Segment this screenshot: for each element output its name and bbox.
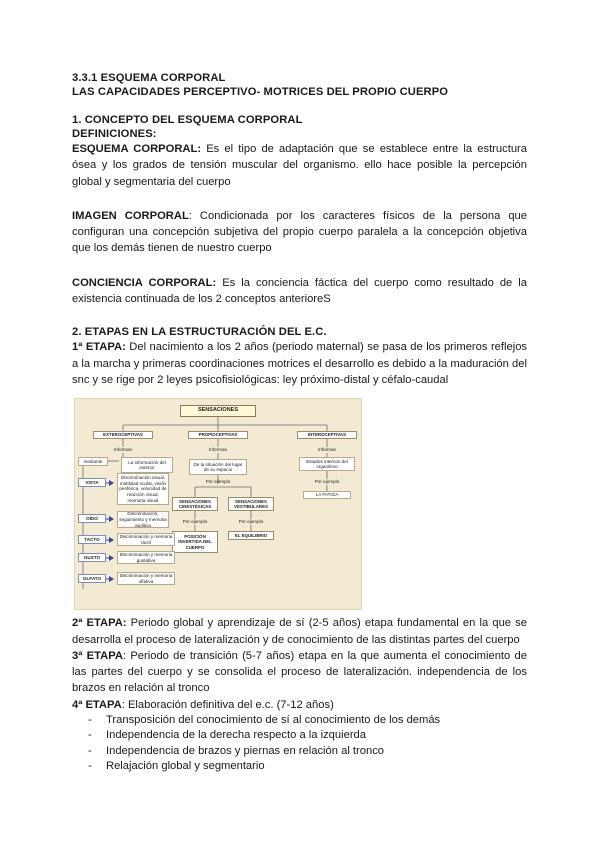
esquema-text: Es el tipo de adaptación que se establece entre la estructura ósea y los grados de tensión muscular del organismo. ello hace posible la percepción global y segmentaria del cuerpo (72, 143, 527, 188)
etapa4-list (72, 713, 527, 775)
vista-arrow-icon (109, 480, 114, 486)
posicion-box: POSICIÓN INVERTIDA DEL CUERPO (172, 531, 218, 553)
olfato-arrow-icon (109, 576, 114, 582)
imagen-definition (72, 208, 527, 257)
etapa1-paragraph (72, 339, 527, 388)
tacto-box: TACTO (78, 535, 106, 544)
etapa3-paragraph (72, 648, 527, 697)
conciencia-definition (72, 275, 527, 308)
imagen-text: : Condicionada por los caracteres físicos de la persona que configuran una concepción subjetiva del propio cuerpo paralela a la concepción objetiva que los demás tienen de nuestro cuerpo (72, 209, 528, 255)
esquema-term: ESQUEMA CORPORAL: (72, 143, 202, 155)
cinestesicas-box: SENSACIONES CINESTÉSICAS (172, 497, 218, 511)
vista-desc-box: Discriminación visual, motilidad ocular, visión periférica, velocidad de reacción visual, memoria visual (117, 473, 169, 505)
oido-desc-box: Discriminación, seguimiento y memoria auditiva (117, 511, 169, 528)
section-title: 3.3.1 ESQUEMA CORPORAL (72, 72, 226, 84)
informan-label-2: Informan (208, 447, 228, 453)
etapa2-term: 2ª ETAPA: (72, 617, 127, 630)
list-item: - Transposición del conocimiento de sí al conocimiento de los demás (72, 713, 527, 728)
tacto-arrow-icon (109, 537, 114, 543)
interoceptivas-box: INTEROCEPTIVAS (297, 431, 357, 439)
oido-arrow-icon (109, 516, 114, 522)
por-ejemplo-label-1: Por ejemplo (205, 479, 231, 485)
etapa2-paragraph (72, 615, 527, 648)
sensaciones-diagram (74, 398, 362, 610)
exteroceptivas-box: EXTEROCEPTIVAS (93, 431, 153, 439)
informan-label-1: Informan (113, 447, 133, 453)
etapa4-term: 4ª ETAPA (72, 698, 122, 711)
propioceptivas-box: PROPIOCEPTIVAS (188, 431, 248, 439)
definitions-heading: DEFINICIONES: (72, 128, 157, 140)
olfato-desc-box: Discriminación y memoria olfativa (117, 572, 175, 585)
etapa3-text: : Periodo de transición (5-7 años) etapa en la que aumenta el conocimiento de las partes del cuerpo y se consolida el proceso de lateralización. independencia de los brazos en relación al tronco (72, 649, 528, 695)
list-item: - Independencia de brazos y piernas en relación al tronco (72, 744, 527, 759)
part1-heading: 1. CONCEPTO DEL ESQUEMA CORPORAL (72, 114, 303, 126)
gusto-arrow-icon (109, 555, 114, 561)
equilibrio-box: EL EQUILIBRIO (228, 531, 274, 540)
list-item: - Independencia de la derecha respecto a la izquierda (72, 728, 527, 743)
exterior-info-box: La información del exterior (121, 457, 173, 473)
propio-info-box: De la situación del lugar de su espacio (189, 459, 247, 475)
gusto-box: GUSTO (78, 553, 106, 562)
por-ejemplo-label-3: Por ejemplo (182, 519, 208, 525)
etapa4-text: : Elaboración definitiva del e.c. (7-12 años) (121, 698, 334, 711)
etapa1-text: Del nacimiento a los 2 años (periodo maternal) se pasa de los primeros reflejos a la marcha y primeras coordinaciones motrices el desarrollo es debido a la maduración del snc y se rige por 2 leyes psicofisiológicas: ley próximo-distal y céfalo-caudal (72, 341, 528, 386)
imagen-term: IMAGEN CORPORAL (72, 209, 189, 222)
etapa4-paragraph (72, 697, 527, 713)
olfato-box: OLFATO (78, 574, 106, 583)
list-item: - Relajación global y segmentario (72, 759, 527, 774)
por-ejemplo-label-4: Por ejemplo (238, 519, 264, 525)
part2-heading: 2. ETAPAS EN LA ESTRUCTURACIÓN DEL E.C. (72, 326, 327, 339)
informan-label-3: Informan (317, 447, 337, 453)
vestibulares-box: SENSACIONES VESTIBULARES (228, 497, 274, 511)
interno-info-box: Estados internos del organismo (299, 457, 355, 471)
oido-box: OÍDO (78, 514, 106, 523)
por-ejemplo-label-2: Por ejemplo (314, 479, 340, 485)
document-page (72, 71, 527, 775)
vista-box: VISTA (78, 478, 106, 487)
mediante-box: mediante (78, 457, 108, 466)
esquema-definition (72, 141, 527, 190)
section-subtitle: LAS CAPACIDADES PERCEPTIVO- MOTRICES DEL PROPIO CUERPO (72, 86, 449, 98)
etapa2-text: Periodo global y aprendizaje de sí (2-5 años) etapa fundamental en la que se desarrolla el proceso de lateralización y de conocimiento de las distintas partes del cuerpo (72, 617, 527, 646)
gusto-desc-box: Discriminación y memoria gustativa (117, 551, 175, 564)
conciencia-text: Es la conciencia fáctica del cuerpo como resultado de la existencia continuada de los 2 conceptos anterioreS (72, 276, 527, 306)
conciencia-term: CONCIENCIA CORPORAL: (72, 276, 217, 289)
tacto-desc-box: Discriminación y memoria táctil (117, 533, 175, 546)
etapa1-term: 1ª ETAPA: (72, 341, 126, 354)
fatiga-box: LA FATIGA (303, 491, 351, 499)
sensaciones-box: SENSACIONES (180, 405, 256, 417)
etapa3-term: 3ª ETAPA (72, 649, 123, 662)
